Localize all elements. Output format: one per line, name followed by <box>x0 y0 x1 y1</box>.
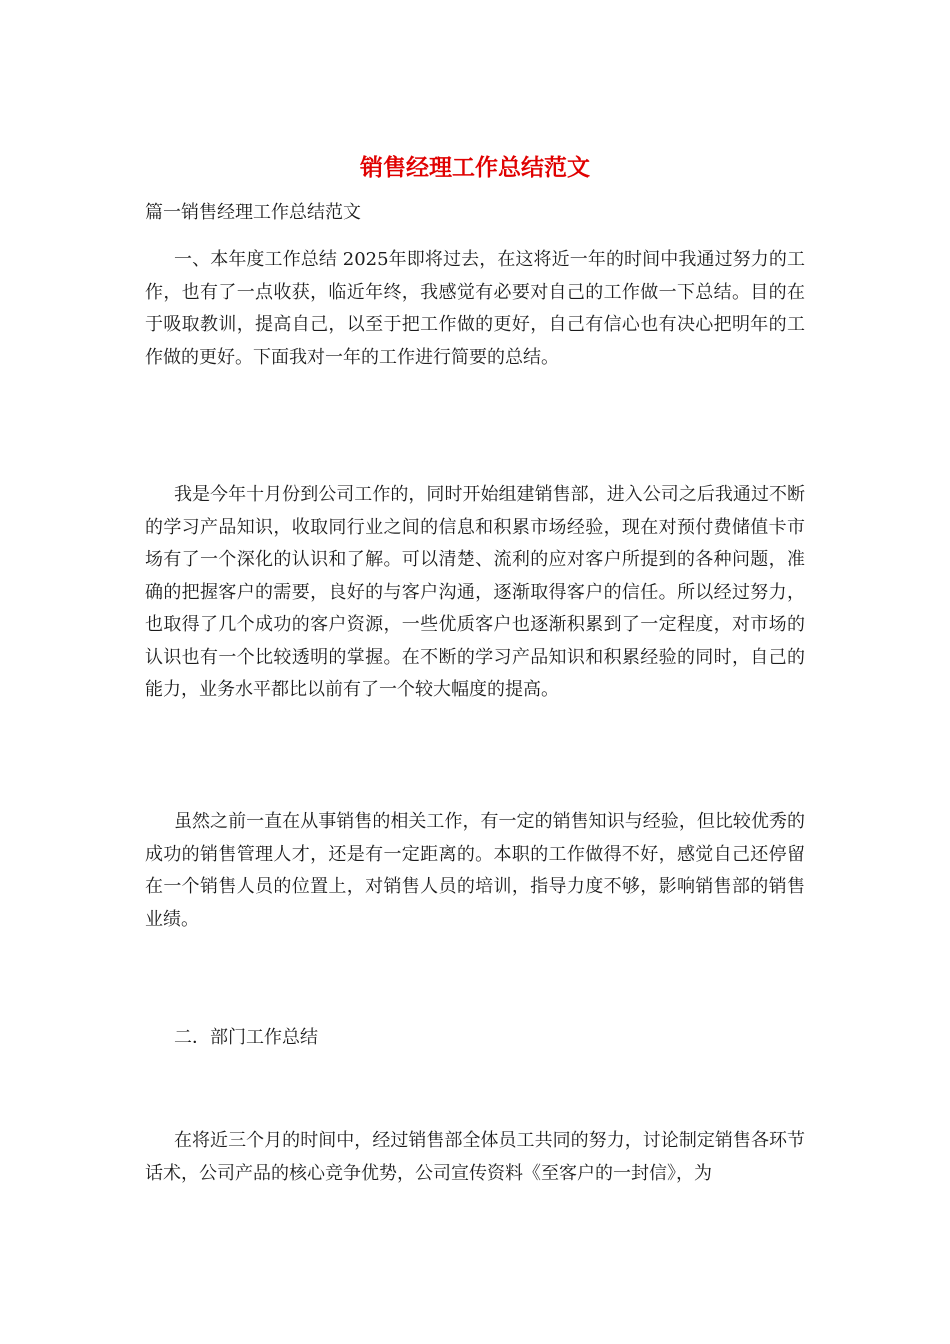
paragraph-department-work: 在将近三个月的时间中，经过销售部全体员工共同的努力，讨论制定销售各环节话术，公司产品的核心竞争优势，公司宣传资料《至客户的一封信》，为 <box>145 1130 805 1184</box>
paragraph-shortcomings: 虽然之前一直在从事销售的相关工作，有一定的销售知识与经验，但比较优秀的成功的销售管理人才，还是有一定距离的。本职的工作做得不好，感觉自己还停留在一个销售人员的位置上，对销售人员的培训，指导力度不够，影响销售部的销售业绩。 <box>145 811 805 930</box>
document-subtitle: 篇一销售经理工作总结范文 <box>145 202 361 223</box>
document-title: 销售经理工作总结范文 <box>360 154 590 181</box>
paragraph-annual-summary: 一、本年度工作总结 2025年即将过去，在这将近一年的时间中我通过努力的工作，也有了一点收获，临近年终，我感觉有必要对自己的工作做一下总结。目的在于吸取教训，提高自己，以至于把工作做的更好，自己有信心也有决心把明年的工作做的更好。下面我对一年的工作进行简要的总结。 <box>145 249 805 368</box>
section-heading-department: 二．部门工作总结 <box>174 1027 318 1048</box>
paragraph-joining-company: 我是今年十月份到公司工作的，同时开始组建销售部，进入公司之后我通过不断的学习产品知识，收取同行业之间的信息和积累市场经验，现在对预付费储值卡市场有了一个深化的认识和了解。可以清楚、流利的应对客户所提到的各种问题，准确的把握客户的需要，良好的与客户沟通，逐渐取得客户的信任。所以经过努力，也取得了几个成功的客户资源，一些优质客户也逐渐积累到了一定程度，对市场的认识也有一个比较透明的掌握。在不断的学习产品知识和积累经验的同时，自己的能力，业务水平都比以前有了一个较大幅度的提高。 <box>145 484 805 700</box>
